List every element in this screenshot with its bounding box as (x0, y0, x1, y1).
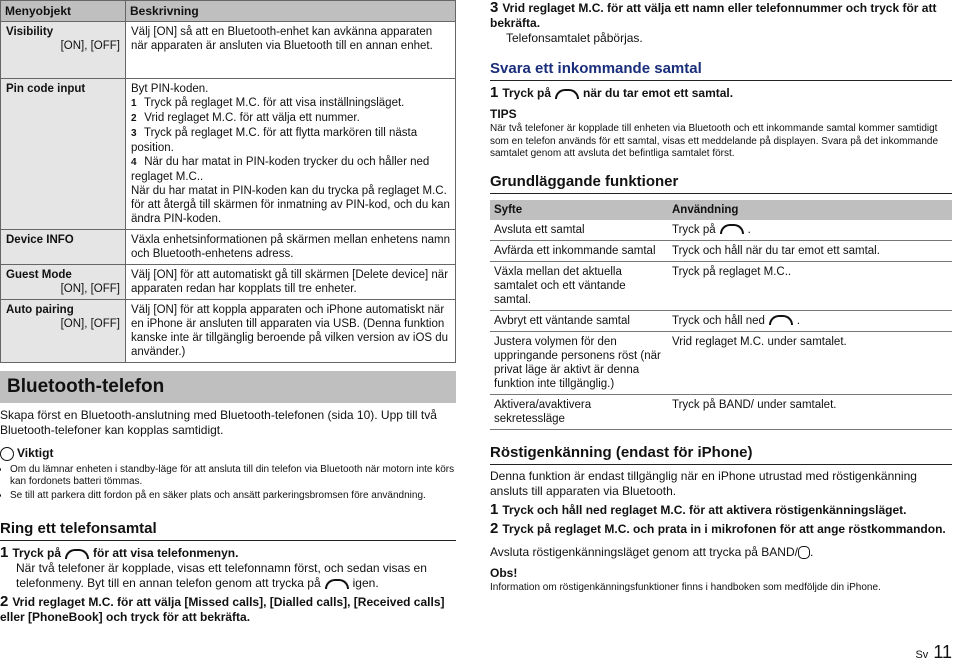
menu-item-desc: Välj [ON] så att en Bluetooth-enhet kan avkänna apparaten när apparaten är ansluten via Bluetooth till en annan enhet. (126, 22, 456, 79)
menu-item-name: Device INFO (6, 234, 74, 246)
func-usage: Tryck och håll ned . (668, 310, 952, 331)
func-purpose: Avbryt ett väntande samtal (490, 310, 668, 331)
phone-icon (555, 89, 579, 99)
voice-step-2: 2 Tryck på reglaget M.C. och prata in i mikrofonen för att ange röstkommandon. (490, 519, 946, 537)
phone-icon (769, 315, 793, 325)
func-usage: Vrid reglaget M.C. under samtalet. (668, 331, 952, 394)
table-row (1, 230, 456, 265)
func-header-usage: Användning (668, 200, 952, 220)
heading-voice-recognition: Röstigenkänning (endast för iPhone) (490, 444, 952, 465)
menu-item-options: [ON], [OFF] (60, 40, 120, 52)
menu-item-options: [ON], [OFF] (60, 283, 120, 295)
pin-intro: Byt PIN-koden. (131, 83, 209, 95)
table-row (490, 331, 952, 394)
call-step-1: 1 Tryck på för att visa telefonmenyn. När två telefoner är kopplade, visas ett telefonnamn först, och sedan visas en telefonmeny. Byt till en annan telefon genom att trycka på igen. (0, 543, 427, 590)
page-number-value: 11 (933, 642, 952, 662)
table-row (1, 300, 456, 363)
func-purpose: Avsluta ett samtal (490, 220, 668, 241)
voice-end: Avsluta röstigenkänningsläget genom att trycka på BAND/ . (490, 544, 814, 559)
table-row (1, 265, 456, 300)
right-column (490, 0, 952, 594)
important-bullets (0, 464, 456, 502)
func-usage: Tryck på . (668, 220, 952, 241)
func-purpose: Justera volymen för den uppringande personens röst (när privat läge är aktivt är denna funktion inte tillgänglig.) (490, 331, 668, 394)
section-title-bluetooth-phone: Bluetooth-telefon (0, 371, 456, 403)
func-usage: Tryck och håll när du tar emot ett samtal. (668, 240, 952, 261)
list-item: • Om du lämnar enheten i standby-läge för att ansluta till din telefon via Bluetooth när motorn inte körs kan fordonets batteri tömmas. (10, 464, 456, 488)
obs-text: Information om röstigenkänningsfunktioner finns i handboken som medföljde din iPhone. (490, 581, 881, 593)
phone-icon (325, 579, 349, 589)
menu-item-name: Auto pairing (6, 304, 74, 316)
page-prefix: Sv (915, 649, 929, 661)
bt-intro: Skapa först en Bluetooth-anslutning med Bluetooth-telefonen (sida 10). Upp till två Bluetooth-telefoner kan kopplas samtidigt. (0, 408, 437, 437)
func-purpose: Aktivera/avaktivera sekretessläge (490, 394, 668, 429)
call-step-1-note: När två telefoner är kopplade, visas ett telefonnamn först, och sedan visas en telefonmeny. Byt till en annan telefon genom att trycka på (16, 560, 427, 590)
table-row (490, 240, 952, 261)
table-row (490, 261, 952, 310)
func-usage: Tryck på BAND/ under samtalet. (668, 394, 952, 429)
menu-item-name: Guest Mode (6, 269, 72, 281)
table-row (490, 310, 952, 331)
pin-step-4: När du har matat in PIN-koden trycker du och håller ned reglaget M.C.. (131, 156, 430, 183)
important-note: Viktigt (0, 446, 456, 461)
pin-step-2: Vrid reglaget M.C. för att välja ett nummer. (144, 112, 360, 124)
pin-step-3: Tryck på reglaget M.C. för att flytta markören till nästa position. (131, 127, 418, 154)
func-usage: Tryck på reglaget M.C.. (668, 261, 952, 310)
page-number (915, 642, 952, 663)
important-icon (0, 447, 14, 461)
menu-item-desc: Växla enhetsinformationen på skärmen mellan enhetens namn och Bluetooth-enhetens adress. (126, 230, 456, 265)
phone-icon (720, 224, 744, 234)
basic-functions-table (490, 200, 952, 430)
menu-item-options: [ON], [OFF] (60, 318, 120, 330)
microphone-icon (798, 546, 810, 559)
table-header-item: Menyobjekt (1, 1, 126, 22)
pin-outro: När du har matat in PIN-koden kan du trycka på reglaget M.C. för att återgå till skärmen för inmatning av PIN-kod, och du kan ändra PIN-koden. (131, 185, 450, 225)
left-column (0, 0, 456, 625)
table-row: Pin code input Byt PIN-koden. 1 Tryck på reglaget M.C. för att visa inställningsläget. 2 Vrid reglaget M.C. för att välja ett nummer. 3 Tryck på reglaget M.C. för att flytta markören till nästa position. 4 När du har matat in PIN-koden trycker du och håller ned reglaget M.C.. När du har matat in PIN-koden kan du trycka på reglaget M.C. för att återgå till skärmen för inmatning av PIN-kod, och du kan ändra PIN-koden. (1, 79, 456, 230)
menu-item-name: Visibility (6, 26, 54, 38)
func-purpose: Växla mellan det aktuella samtalet och ett väntande samtal. (490, 261, 668, 310)
table-row (490, 394, 952, 429)
menu-item-desc: Välj [ON] för att automatiskt gå till skärmen [Delete device] när apparaten redan har kopplats till tre enheter. (126, 265, 456, 300)
pin-step-1: Tryck på reglaget M.C. för att visa inställningsläget. (144, 97, 405, 109)
call-step-3: 3 Vrid reglaget M.C. för att välja ett namn eller telefonnummer och tryck för att bekräfta. Telefonsamtalet påbörjas. (490, 0, 952, 46)
bluetooth-settings-table (0, 0, 456, 363)
obs-label: Obs! (490, 565, 518, 580)
menu-item-desc: Välj [ON] för att koppla apparaten och iPhone automatiskt när en iPhone är ansluten till apparaten via USB. (Denna funktion kanske inte är tillgänglig beroende på vilken version av iOS du använder.) (126, 300, 456, 363)
heading-answer-call: Svara ett inkommande samtal (490, 60, 952, 81)
table-row (1, 22, 456, 79)
tips-label: TIPS (490, 107, 517, 121)
table-header-desc: Beskrivning (126, 1, 456, 22)
func-purpose: Avfärda ett inkommande samtal (490, 240, 668, 261)
voice-intro: Denna funktion är endast tillgänglig när en iPhone utrustad med röstigenkänning ansluts till apparaten via Bluetooth. (490, 468, 917, 498)
call-step-3-note: Telefonsamtalet påbörjas. (506, 31, 643, 45)
phone-icon (65, 549, 89, 559)
menu-item-name: Pin code input (6, 83, 86, 95)
list-item: • Se till att parkera ditt fordon på en säker plats och ansätt parkeringsbromsen före användning. (10, 490, 456, 502)
voice-step-1: 1 Tryck och håll ned reglaget M.C. för att aktivera röstigenkänningsläget. (490, 500, 907, 518)
func-header-purpose: Syfte (490, 200, 668, 220)
table-row (490, 220, 952, 241)
tips-text: När två telefoner är kopplade till enheten via Bluetooth och ett inkommande samtal kommer samtidigt som en telefon används för ett samtal, visas ett meddelande på displayen. Svara på det inkommande samtalet genom att avsluta det befintliga samtalet först. (490, 123, 939, 159)
answer-step-1: 1 Tryck på när du tar emot ett samtal. (490, 84, 734, 101)
heading-basic-functions: Grundläggande funktioner (490, 173, 952, 194)
call-step-2: 2 Vrid reglaget M.C. för att välja [Missed calls], [Dialled calls], [Received calls] eller [PhoneBook] och tryck för att bekräfta. (0, 592, 445, 624)
heading-make-call: Ring ett telefonsamtal (0, 520, 456, 541)
